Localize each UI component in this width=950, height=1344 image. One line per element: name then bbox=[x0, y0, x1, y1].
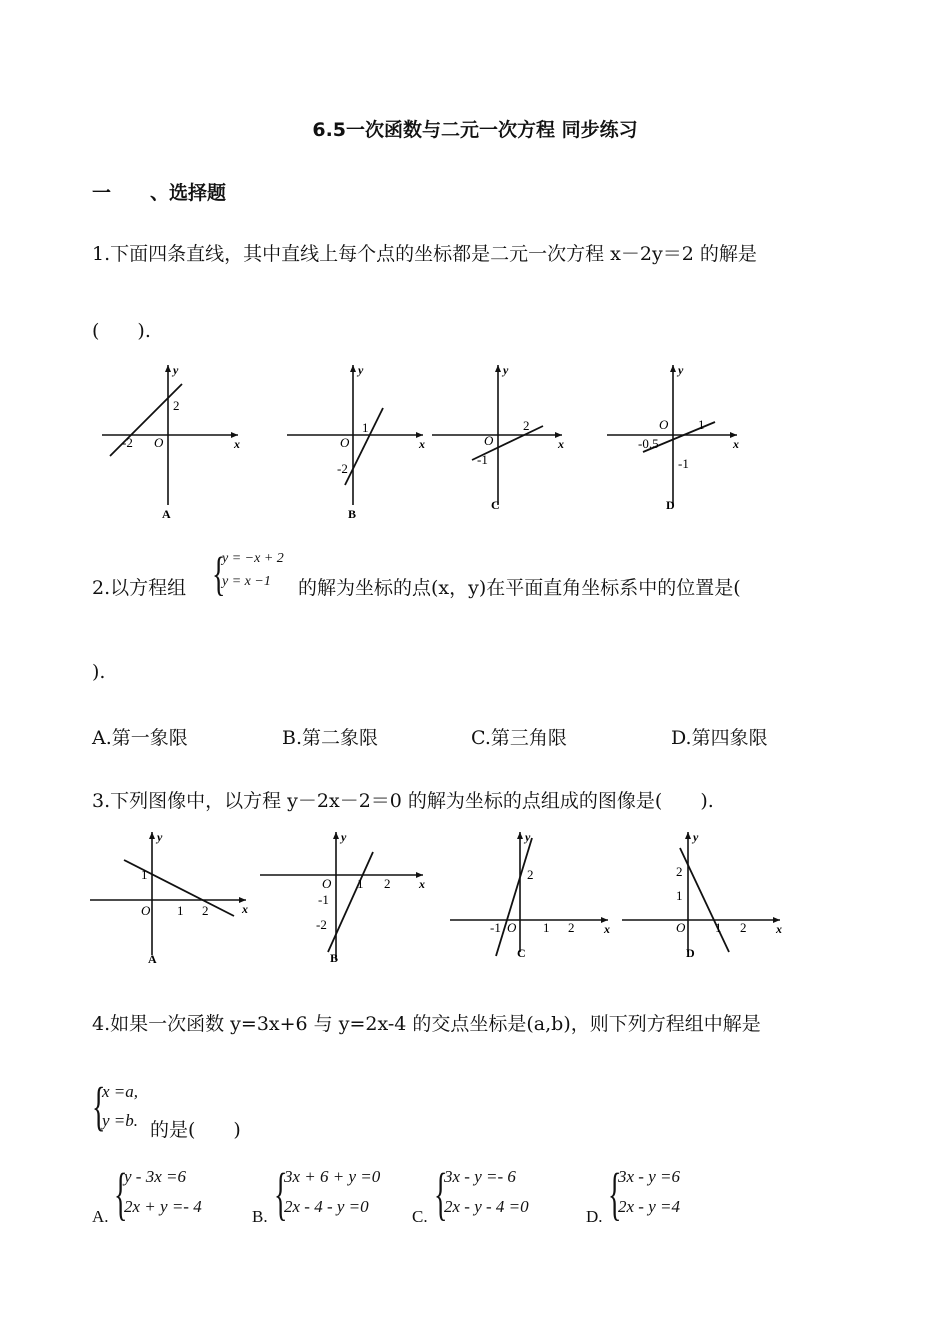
option-c: C.第三角限 bbox=[471, 727, 567, 749]
equation-1: y = −x + 2 bbox=[222, 551, 284, 566]
question-2-system bbox=[212, 546, 292, 601]
tick-label: -0.5 bbox=[638, 436, 659, 451]
question-3-graph-d-svg bbox=[620, 830, 785, 970]
question-3-graph-b-svg bbox=[258, 830, 428, 970]
equation-1: 3x + 6 + y =0 bbox=[284, 1167, 381, 1186]
tick-label: O bbox=[154, 435, 164, 450]
graph-line bbox=[496, 838, 532, 956]
tick-label: O bbox=[322, 876, 332, 891]
graph-caption: C bbox=[491, 498, 500, 512]
brace: { bbox=[608, 1160, 622, 1226]
y-axis-label: y bbox=[525, 830, 531, 844]
tick-label: -1 bbox=[678, 456, 689, 471]
y-axis-label: y bbox=[157, 830, 163, 844]
x-axis-label: x bbox=[733, 437, 739, 451]
question-3-graph-d bbox=[620, 830, 785, 974]
question-1-text: 1.下面四条直线，其中直线上每个点的坐标都是二元一次方程 x－2y＝2 的解是 bbox=[92, 243, 757, 265]
y-axis-label: y bbox=[503, 363, 509, 377]
x-axis-label: x bbox=[776, 922, 782, 936]
y-axis-arrow bbox=[670, 365, 676, 372]
x-axis-label: x bbox=[604, 922, 610, 936]
equation-2: 2x - 4 - y =0 bbox=[284, 1197, 369, 1216]
brace: { bbox=[92, 1075, 106, 1137]
tick-label: 1 bbox=[543, 920, 550, 935]
brace: { bbox=[212, 546, 226, 601]
question-1-graph-a bbox=[100, 360, 250, 524]
graph-line bbox=[328, 852, 373, 952]
tick-label: 2 bbox=[676, 864, 683, 879]
section-heading bbox=[92, 178, 226, 205]
tick-label: 2 bbox=[568, 920, 575, 935]
tick-label: 1 bbox=[676, 888, 683, 903]
tick-label: O bbox=[141, 903, 151, 918]
question-1-graph-d bbox=[605, 360, 755, 524]
graph-caption: A bbox=[162, 507, 171, 520]
y-axis-arrow bbox=[685, 832, 691, 839]
question-3-graph-c-svg bbox=[448, 830, 613, 970]
y-axis-label: y bbox=[341, 830, 347, 844]
graph-caption: B bbox=[348, 507, 357, 520]
question-1-graph-c bbox=[430, 360, 580, 524]
tick-label: O bbox=[484, 433, 494, 448]
graph-caption: A bbox=[148, 952, 157, 966]
y-axis-arrow bbox=[495, 365, 501, 372]
option-a-label: A. bbox=[92, 1207, 109, 1226]
brace: { bbox=[434, 1160, 448, 1226]
graph-caption: D bbox=[686, 946, 695, 960]
tick-label: 2 bbox=[384, 876, 391, 891]
equation-1: 3x - y =6 bbox=[618, 1167, 680, 1186]
tick-label: O bbox=[340, 435, 350, 450]
y-axis-arrow bbox=[165, 365, 171, 372]
graph-caption: B bbox=[330, 951, 339, 965]
question-4-text: 4.如果一次函数 y=3x+6 与 y=2x-4 的交点坐标是(a,b)，则下列方程组中解是 bbox=[92, 1013, 761, 1035]
option-a: A.第一象限 bbox=[92, 727, 188, 749]
solution-y: y =b. bbox=[102, 1111, 139, 1130]
equation-1: 3x - y =- 6 bbox=[444, 1167, 516, 1186]
y-axis-label: y bbox=[693, 830, 699, 844]
option-c-label: C. bbox=[412, 1207, 428, 1226]
tick-label: -2 bbox=[122, 435, 133, 450]
tick-label: 2 bbox=[173, 398, 180, 413]
tick-label: O bbox=[676, 920, 686, 935]
tick-label: 1 bbox=[141, 867, 148, 882]
tick-label: 2 bbox=[202, 903, 209, 918]
tick-label: -2 bbox=[316, 917, 327, 932]
equation-2: y = x −1 bbox=[222, 574, 271, 589]
equation-1: y - 3x =6 bbox=[124, 1167, 186, 1186]
y-axis-arrow bbox=[350, 365, 356, 372]
tick-label: -1 bbox=[490, 920, 501, 935]
tick-label: O bbox=[659, 417, 669, 432]
question-4-suffix: 的是( ) bbox=[150, 1119, 241, 1141]
question-3-graph-c bbox=[448, 830, 613, 974]
question-1-blank: ( ). bbox=[92, 320, 151, 342]
tick-label: -1 bbox=[318, 892, 329, 907]
graph-caption: C bbox=[517, 946, 526, 960]
x-axis-label: x bbox=[419, 437, 425, 451]
section-label: 、选择题 bbox=[150, 182, 227, 204]
option-c-system bbox=[434, 1160, 574, 1226]
x-axis-label: x bbox=[242, 902, 248, 916]
tick-label: O bbox=[507, 920, 517, 935]
section-number: 一 bbox=[92, 182, 112, 204]
option-d-system bbox=[608, 1160, 748, 1226]
question-1-graph-a-svg bbox=[100, 360, 250, 520]
brace: { bbox=[114, 1160, 128, 1226]
tick-label: -1 bbox=[477, 452, 488, 467]
x-axis-label: x bbox=[234, 437, 240, 451]
tick-label: 1 bbox=[362, 420, 369, 435]
tick-label: 1 bbox=[698, 417, 705, 432]
tick-label: 1 bbox=[357, 876, 364, 891]
equation-2: 2x - y =4 bbox=[618, 1197, 680, 1216]
question-1-graph-d-svg bbox=[605, 360, 755, 520]
y-axis-arrow bbox=[149, 832, 155, 839]
option-a-system bbox=[114, 1160, 254, 1226]
tick-label: 1 bbox=[715, 920, 722, 935]
tick-label: 2 bbox=[527, 867, 534, 882]
x-axis-label: x bbox=[558, 437, 564, 451]
equation-2: 2x - y - 4 =0 bbox=[444, 1197, 529, 1216]
y-axis-arrow bbox=[333, 832, 339, 839]
question-2-suffix: 的解为坐标的点(x，y)在平面直角坐标系中的位置是( bbox=[298, 577, 741, 599]
brace: { bbox=[274, 1160, 288, 1226]
tick-label: -2 bbox=[337, 461, 348, 476]
y-axis-label: y bbox=[678, 363, 684, 377]
question-3-graph-a-svg bbox=[88, 830, 253, 970]
question-2-end: ). bbox=[92, 661, 106, 683]
tick-label: 2 bbox=[740, 920, 747, 935]
graph-line bbox=[110, 384, 182, 456]
question-2-prefix: 2.以方程组 bbox=[92, 577, 187, 599]
option-b-label: B. bbox=[252, 1207, 268, 1226]
question-3-graph-b bbox=[258, 830, 428, 974]
question-3-graph-a bbox=[88, 830, 253, 974]
option-b-system bbox=[274, 1160, 414, 1226]
x-axis-label: x bbox=[419, 877, 425, 891]
y-axis-label: y bbox=[173, 363, 179, 377]
option-d: D.第四象限 bbox=[671, 727, 768, 749]
question-1-graph-c-svg bbox=[430, 360, 580, 520]
tick-label: 2 bbox=[523, 418, 530, 433]
graph-caption: D bbox=[666, 498, 675, 512]
equation-2: 2x + y =- 4 bbox=[124, 1197, 202, 1216]
tick-label: 1 bbox=[177, 903, 184, 918]
y-axis-arrow bbox=[517, 832, 523, 839]
solution-x: x =a, bbox=[102, 1082, 139, 1101]
question-3-text: 3.下列图像中，以方程 y－2x－2＝0 的解为坐标的点组成的图像是( ). bbox=[92, 790, 714, 812]
question-4-solution bbox=[92, 1075, 152, 1137]
option-d-label: D. bbox=[586, 1207, 603, 1226]
option-b: B.第二象限 bbox=[282, 727, 379, 749]
question-1-graph-b bbox=[285, 360, 435, 524]
y-axis-label: y bbox=[358, 363, 364, 377]
page-title: 6.5一次函数与二元一次方程 同步练习 bbox=[312, 119, 638, 141]
question-1-graph-b-svg bbox=[285, 360, 435, 520]
